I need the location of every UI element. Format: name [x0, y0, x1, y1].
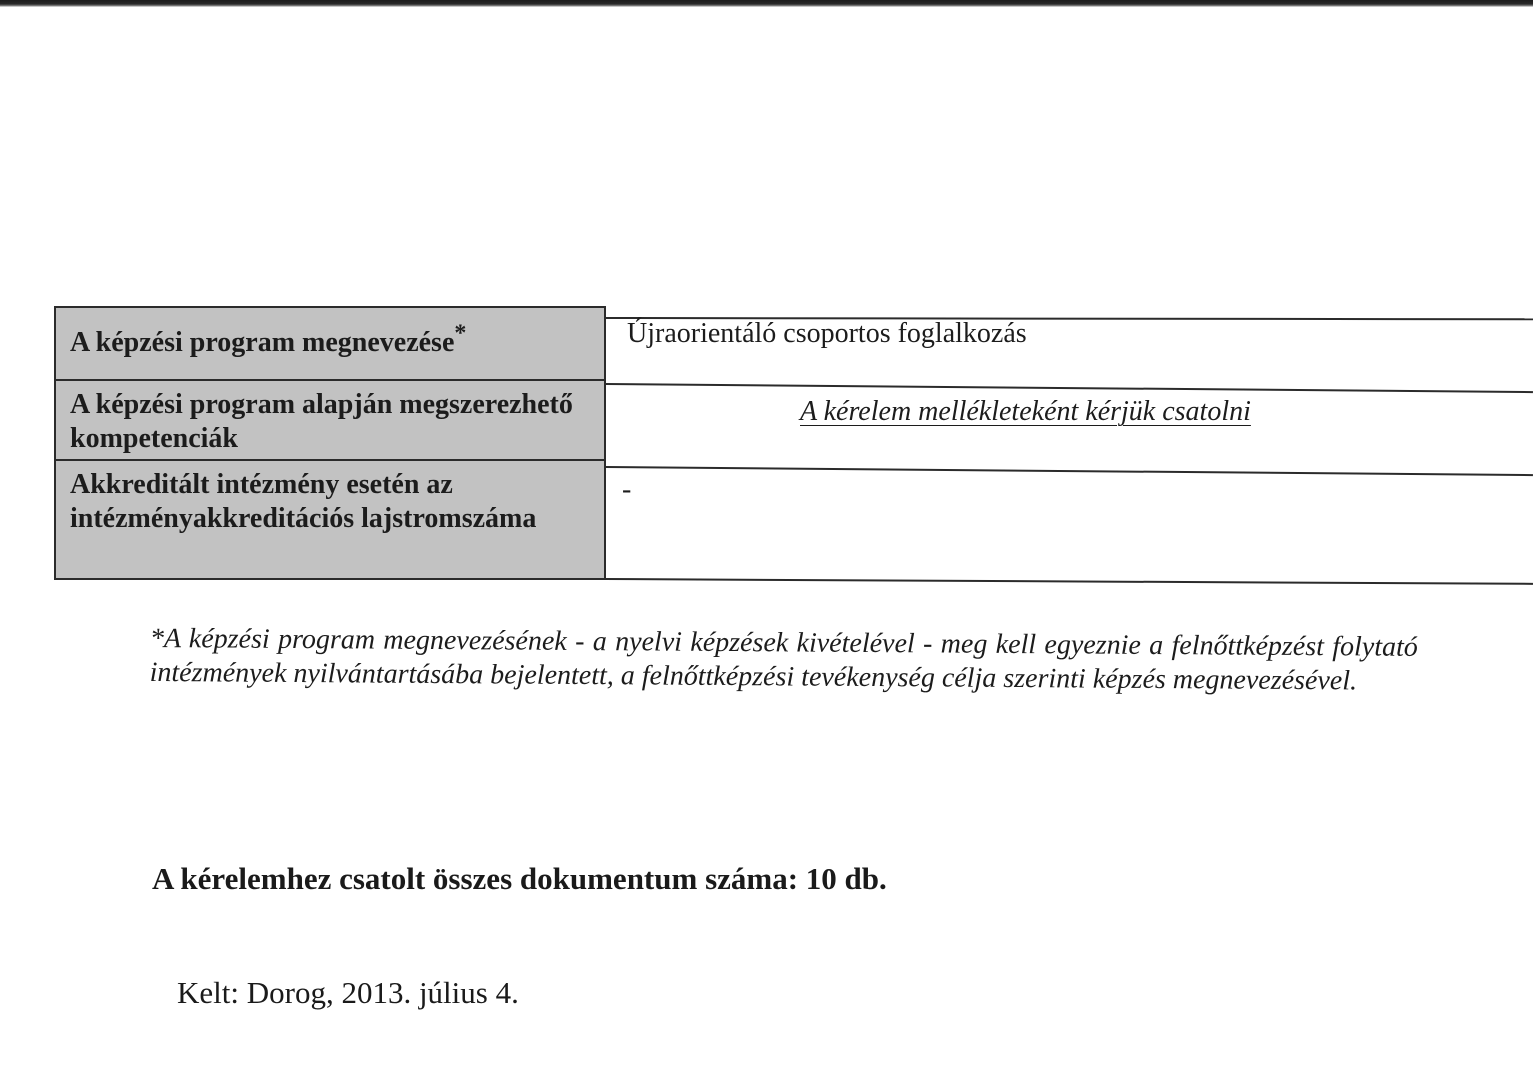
table-label-competencies: A képzési program alapján megszerezhető kompetenciák	[70, 389, 573, 454]
table-label-accreditation-number: Akkreditált intézmény esetén az intézményakkreditációs lajstromszáma	[70, 469, 537, 534]
program-info-table	[54, 306, 1533, 580]
table-value-program-name: Újraorientáló csoportos foglalkozás	[627, 318, 1027, 349]
date-and-place: Kelt: Dorog, 2013. július 4.	[177, 975, 519, 1010]
table-row-divider	[606, 383, 1533, 393]
footnote-text: *A képzési program megnevezésének - a nyelvi képzések kivételével - meg kell egyeznie a felnőttképzést folytató intézmények nyilvántartásába bejelentett, a felnőttképzési tevékenység célja szerinti képzés megnevezésével.	[149, 623, 1418, 697]
attached-document-count: A kérelemhez csatolt összes dokumentum száma: 10 db.	[152, 861, 887, 896]
scan-top-edge	[0, 0, 1533, 7]
footnote-marker: *	[454, 320, 467, 347]
table-label-program-name-text: A képzési program megnevezése	[70, 327, 455, 358]
table-row-divider	[54, 459, 606, 461]
table-value-competencies: A kérelem mellékleteként kérjük csatolni	[800, 396, 1251, 427]
table-row-divider	[54, 379, 606, 381]
table-value-bottom-border	[606, 578, 1533, 585]
table-value-accreditation-number: -	[622, 474, 632, 505]
table-label-program-name	[56, 320, 604, 360]
table-label-column	[54, 306, 606, 580]
table-row-divider	[606, 466, 1533, 476]
